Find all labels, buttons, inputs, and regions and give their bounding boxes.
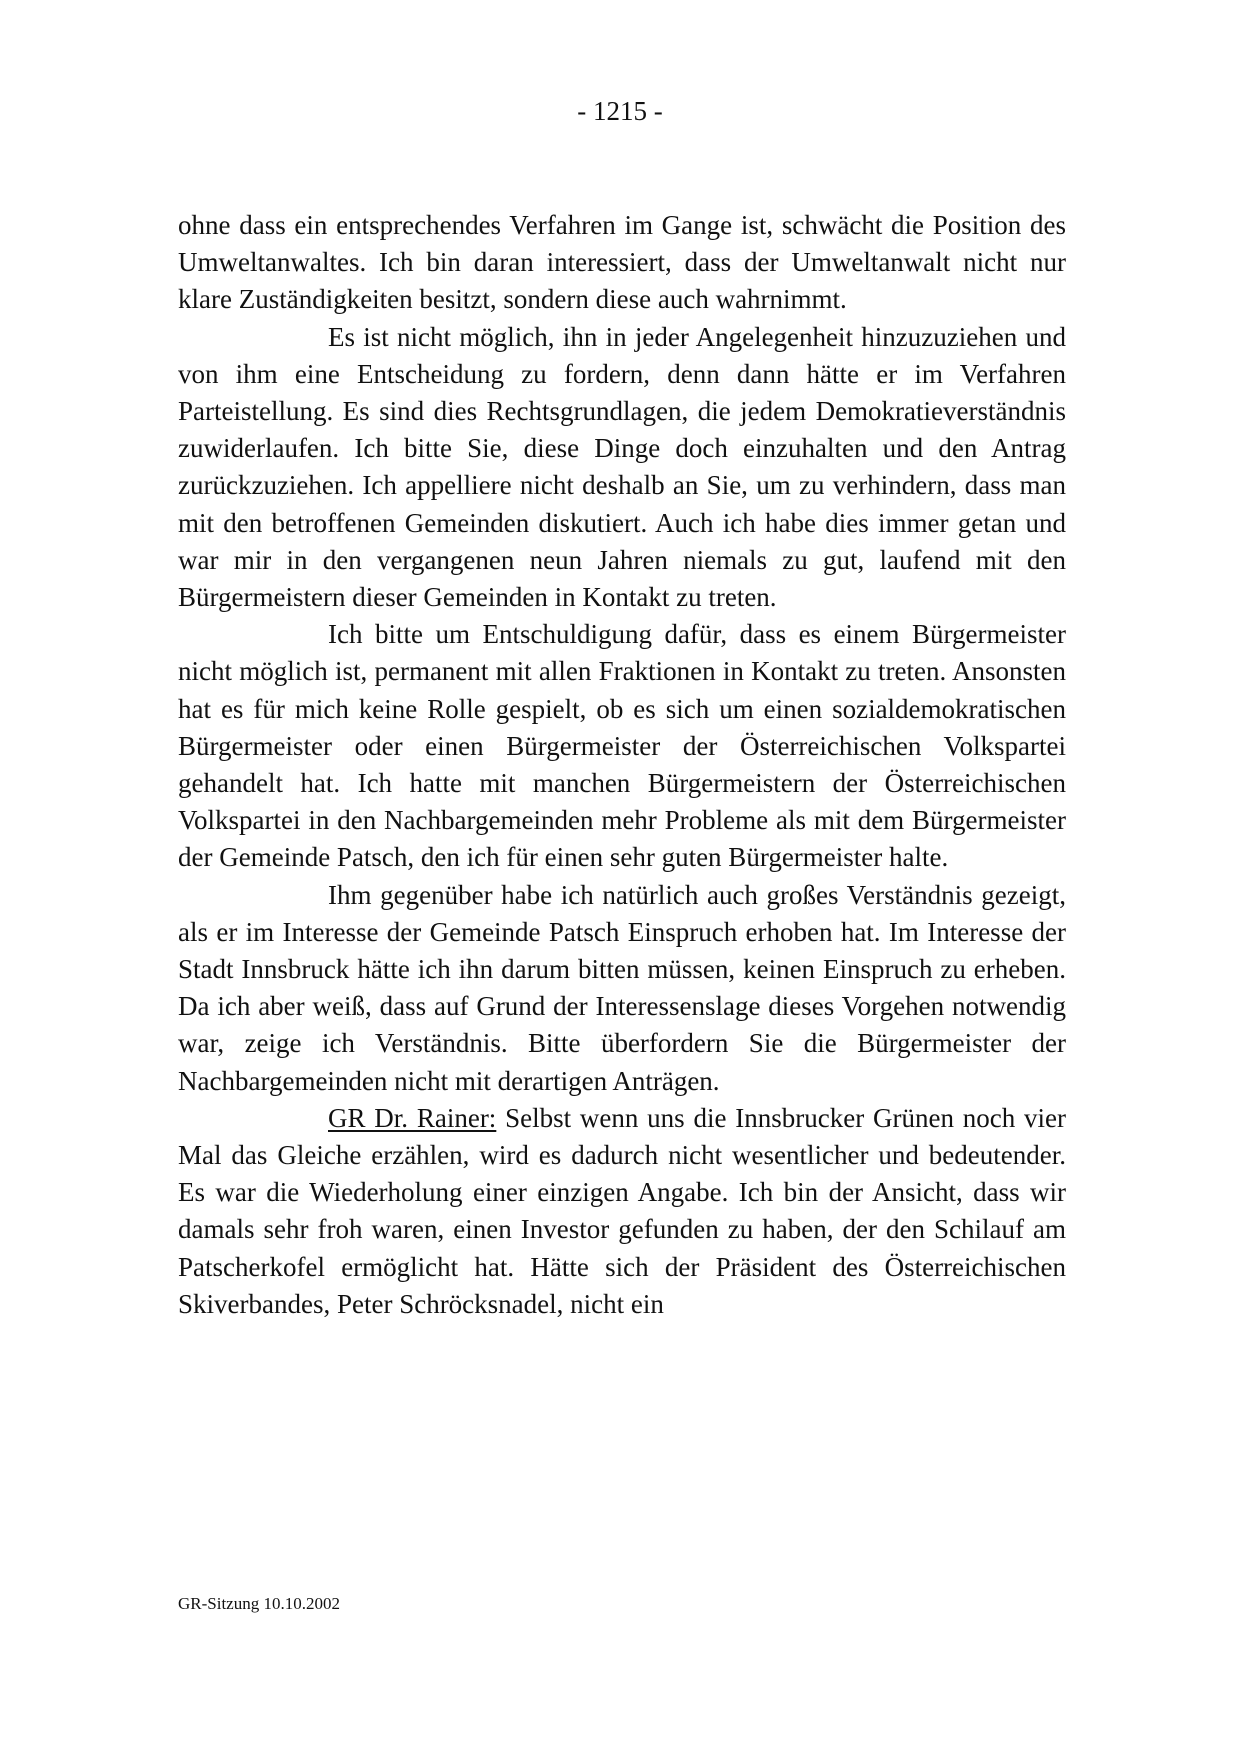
paragraph [178, 1100, 1066, 1323]
paragraph [178, 616, 1066, 876]
page-number: - 1215 - [577, 96, 663, 126]
paragraph [178, 877, 1066, 1100]
paragraph-text: Selbst wenn uns die Innsbrucker Grünen noch vier Mal das Gleiche erzählen, wird es dadurch nicht wesentlicher und bedeutender. Es war die Wiederholung einer einzigen Angabe. Ich bin der Ansicht, dass wir damals sehr froh waren, einen Investor gefunden zu haben, der den Schilauf am Patscherkofel ermöglicht hat. Hätte sich der Präsident des Österreichischen Skiverbandes, Peter Schröcksnadel, nicht ein [178, 1102, 1066, 1319]
footer-session-label: GR-Sitzung 10.10.2002 [178, 1594, 340, 1613]
paragraph-text: Ihm gegenüber habe ich natürlich auch großes Verständnis gezeigt, als er im Interesse der Gemeinde Patsch Einspruch erhoben hat. Im Interesse der Stadt Innsbruck hätte ich ihn darum bitten müssen, keinen Einspruch zu erheben. Da ich aber weiß, dass auf Grund der Interessenslage dieses Vorgehen notwendig war, zeige ich Verständnis. Bitte überfordern Sie die Bürgermeister der Nachbargemeinden nicht mit derartigen Anträgen. [178, 879, 1066, 1096]
paragraph-text: ohne dass ein entsprechendes Verfahren im Gange ist, schwächt die Position des Umweltanwaltes. Ich bin daran interessiert, dass der Umweltanwalt nicht nur klare Zuständigkeiten besitzt, sondern diese auch wahrnimmt. [178, 210, 1066, 315]
paragraph-text: Es ist nicht möglich, ihn in jeder Angelegenheit hinzuzuziehen und von ihm eine Entscheidung zu fordern, denn dann hätte er im Verfahren Parteistellung. Es sind dies Rechtsgrundlagen, die jedem Demokratieverständnis zuwiderlaufen. Ich bitte Sie, diese Dinge doch einzuhalten und den Antrag zurückzuziehen. Ich appelliere nicht deshalb an Sie, um zu verhindern, dass man mit den betroffenen Gemeinden diskutiert. Auch ich habe dies immer getan und war mir in den vergangenen neun Jahren niemals zu gut, laufend mit den Bürgermeistern dieser Gemeinden in Kontakt zu treten. [178, 321, 1066, 613]
document-body [178, 207, 1066, 1323]
paragraph [178, 319, 1066, 617]
paragraph-text: Ich bitte um Entschuldigung dafür, dass es einem Bürgermeister nicht möglich ist, permanent mit allen Fraktionen in Kontakt zu treten. Ansonsten hat es für mich keine Rolle gespielt, ob es sich um einen sozialdemokratischen Bürgermeister oder einen Bürgermeister der Österreichischen Volkspartei gehandelt hat. Ich hatte mit manchen Bürgermeistern der Österreichischen Volkspartei in den Nachbargemeinden mehr Probleme als mit dem Bürgermeister der Gemeinde Patsch, den ich für einen sehr guten Bürgermeister halte. [178, 619, 1066, 873]
speaker-name: GR Dr. Rainer: [328, 1102, 497, 1133]
paragraph [178, 207, 1066, 319]
